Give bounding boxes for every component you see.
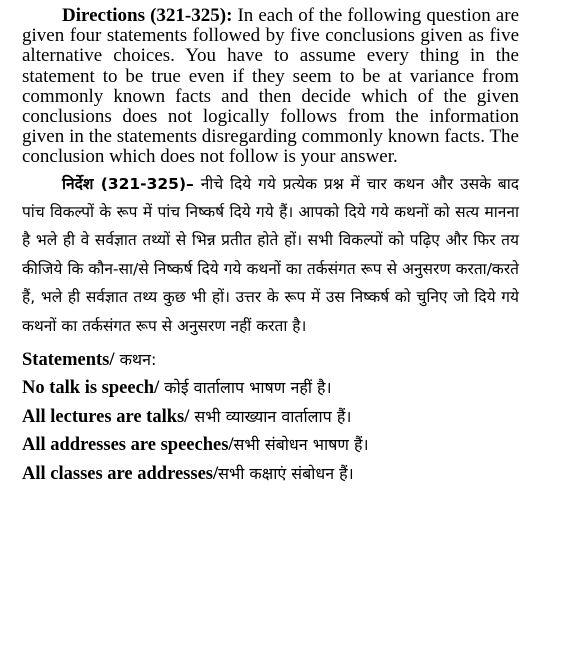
statement-en: No talk is speech/ bbox=[22, 378, 160, 399]
statement-item bbox=[22, 403, 562, 431]
directions-english bbox=[22, 6, 519, 168]
statement-en: All lectures are talks/ bbox=[22, 406, 190, 427]
directions-heading: Directions (321-325): bbox=[62, 5, 233, 26]
statement-en: All classes are addresses/ bbox=[22, 463, 219, 484]
statement-item bbox=[22, 431, 562, 459]
statement-hi: सभी संबोधन भाषण हैं। bbox=[233, 435, 369, 455]
statements-heading bbox=[22, 346, 562, 374]
statement-hi: कोई वार्तालाप भाषण नहीं है। bbox=[159, 378, 332, 398]
statement-hi: सभी व्याख्यान वार्तालाप हैं। bbox=[189, 406, 352, 426]
statements-heading-hi: कथन: bbox=[114, 350, 157, 370]
statements-heading-en: Statements/ bbox=[22, 350, 115, 371]
statement-item bbox=[22, 374, 562, 402]
directions-body: In each of the following question are given four statements followed by five conclusions given as five alternative choices. You have to assume every thing in the statement to be true even if they seem to be at variance from commonly known facts and then decide which of the given conclusions does not logically follows from the information given in the statements disregarding commonly known facts. The conclusion which does not follow is your answer. bbox=[22, 5, 519, 168]
directions-hindi-body: नीचे दिये गये प्रत्येक प्रश्न में चार कथन और उसके बाद पांच विकल्पों के रूप में पांच निष्कर्ष दिये गये हैं। आपको दिये गये कथनों को सत्य मानना है भले ही वे सर्वज्ञात तथ्यों से भिन्न प्रतीत होते हों। सभी विकल्पों को पढ़िए और फिर तय कीजिये कि कौन-सा/से निष्कर्ष दिये गये कथनों का तर्कसंगत रूप से अनुसरण करता/करते हैं, भले ही सर्वज्ञात तथ्य कुछ भी हों। उत्तर के रूप में उस निष्कर्ष को चुनिए जो दिये गये कथनों का तर्कसंगत रूप से अनुसरण नहीं करता है। bbox=[22, 174, 519, 335]
directions-hindi bbox=[22, 170, 519, 340]
statement-en: All addresses are speeches/ bbox=[22, 435, 234, 456]
statements-block bbox=[22, 346, 562, 488]
statement-hi: सभी कक्षाएं संबोधन हैं। bbox=[218, 463, 354, 483]
directions-hindi-heading: निर्देश (321-325)– bbox=[62, 174, 194, 193]
question-page bbox=[22, 6, 519, 488]
statement-item bbox=[22, 460, 562, 488]
